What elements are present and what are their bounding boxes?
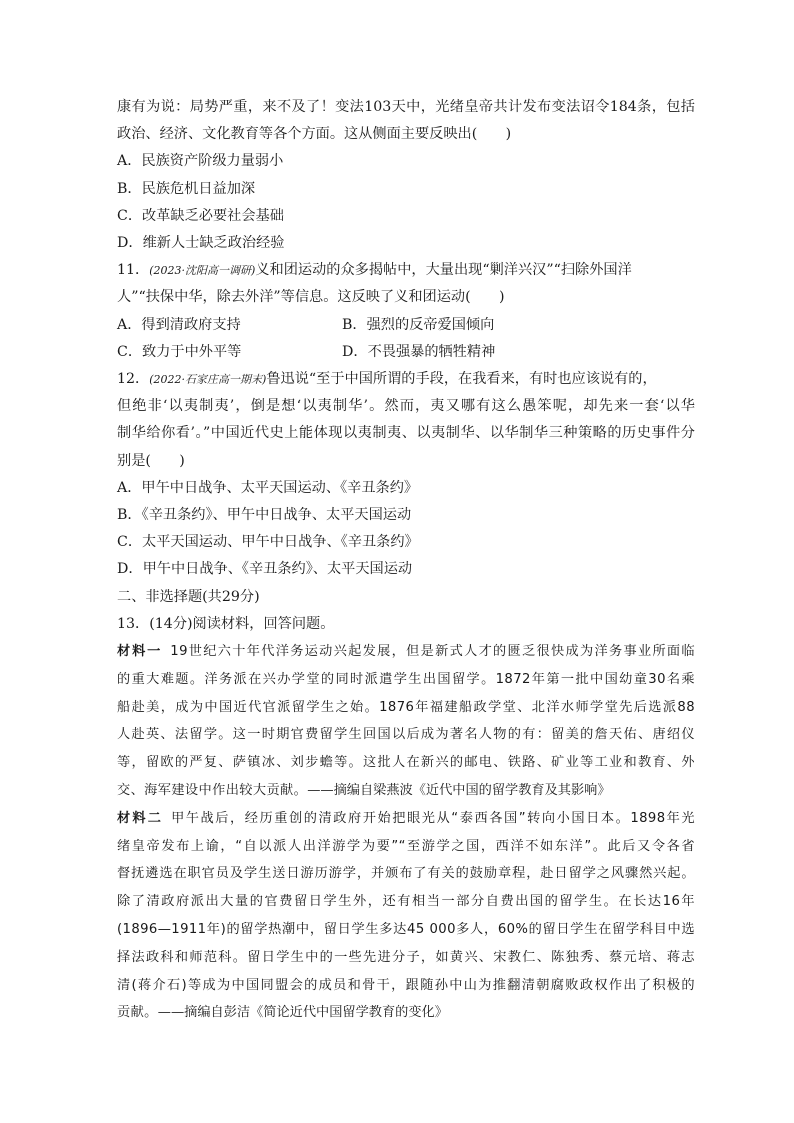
question-12-option-c: C．太平天国运动、甲午中日战争、《辛丑条约》 [117, 534, 419, 551]
material-2-line-8 [117, 999, 695, 1027]
material-1-text-end: 交、海军建设中作出较大贡献。 [117, 783, 308, 799]
question-12-option-b: B．《辛丑条约》、甲午中日战争、太平天国运动 [117, 507, 412, 524]
question-11-option-a: A．得到清政府支持 [117, 316, 241, 333]
question-11-stem-line-2: 人”“扶保中华，除去外洋”等信息。这反映了义和团运动( ) [117, 289, 505, 306]
question-12-stem-text: 鲁迅说“至于中国所谓的手段，在我看来，有时也应该说有的， [266, 371, 657, 388]
material-1-line-4: 人赴英、法留学。这一时期官费留学生回国以后成为著名人物的有：留美的詹天佑、唐绍仪 [117, 727, 695, 743]
material-2-label: 材料二 [117, 810, 164, 826]
material-1-line-3: 船赴美，成为中国近代官派留学生之始。1876年福建船政学堂、北洋水师学堂先后选派88 [117, 699, 695, 715]
question-11-option-row-1 [117, 312, 695, 339]
question-11-option-c: C．致力于中外平等 [117, 343, 242, 360]
question-12-source: (2022·石家庄高一期末) [149, 373, 267, 387]
question-12-option-a: A．甲午中日战争、太平天国运动、《辛丑条约》 [117, 479, 419, 496]
material-1-citation: ——摘编自梁燕波《近代中国的留学教育及其影响》 [307, 783, 611, 799]
question-11-option-b: B．强烈的反帝爱国倾向 [342, 316, 495, 333]
question-11-stem-text: 义和团运动的众多揭帖中，大量出现“剿洋兴汉”“扫除外国洋 [255, 262, 632, 279]
question-11 [117, 257, 695, 366]
material-2-line-3: 督抚遴选在职官员及学生送日游历游学，并颁布了有关的鼓励章程，赴日留学之风骤然兴起。 [117, 866, 695, 882]
question-10-option-d: D．维新人士缺乏政治经验 [117, 235, 285, 252]
material-2-line-6: 择法政科和师范科。留日学生中的一些先进分子，如黄兴、宋教仁、陈独秀、蔡元培、蒋志 [117, 949, 695, 965]
question-11-option-row-2 [117, 339, 695, 366]
question-12-option-d: D．甲午中日战争、《辛丑条约》、太平天国运动 [117, 561, 413, 578]
material-1-line-6 [117, 777, 695, 805]
question-12 [117, 366, 695, 584]
question-12-stem-line-2: 但绝非‘以夷制夷’，倒是想‘以夷制华’。然而，夷又哪有这么愚笨呢，却先来一套‘以华 [117, 398, 695, 415]
material-1-line-1 [117, 638, 695, 666]
material-2-line-1 [117, 805, 695, 833]
question-10-continued [117, 94, 695, 257]
material-2-line-4: 除了清政府派出大量的官费留日学生外，还有相当一部分自费出国的留学生。在长达16年 [117, 894, 695, 910]
material-2-line-2: 绪皇帝发布上谕，“自以派人出洋游学为要”“至游学之国，西洋不如东洋”。此后又令各省 [117, 838, 695, 854]
material-2-line-7: 清(蒋介石)等成为中国同盟会的成员和骨干，跟随孙中山为推翻清朝腐败政权作出了积极的 [117, 977, 695, 993]
material-2-text: 甲午战后，经历重创的清政府开始把眼光从“泰西各国”转向小国日本。1898年光 [171, 810, 695, 826]
question-12-stem-line-4: 别是( ) [117, 452, 185, 469]
material-2-line-5: (1896—1911年)的留学热潮中，留日学生多达45 000多人，60%的留日学生在留学科目中选 [117, 922, 695, 938]
question-12-stem-line-1 [117, 366, 695, 393]
page-content [117, 94, 695, 1027]
question-11-number: 11． [117, 262, 150, 279]
question-10-option-b: B．民族危机日益加深 [117, 180, 256, 197]
question-12-number: 12． [117, 371, 150, 388]
material-2-text-end: 贡献。 [117, 1005, 158, 1021]
material-1-label: 材料一 [117, 644, 163, 660]
question-11-stem-line-1 [117, 257, 695, 284]
question-12-stem-line-3: 制华给你看’。”中国近代史上能体现以夷制夷、以夷制华、以华制华三种策略的历史事件分 [117, 425, 695, 442]
material-1 [117, 638, 695, 805]
material-2-citation: ——摘编自彭洁《简论近代中国留学教育的变化》 [157, 1005, 448, 1021]
question-10-option-a: A．民族资产阶级力量弱小 [117, 153, 284, 170]
question-13 [117, 611, 695, 1027]
question-13-stem: 13．(14分)阅读材料，回答问题。 [117, 615, 335, 632]
material-1-text: 19世纪六十年代洋务运动兴起发展，但是新式人才的匮乏很快成为洋务事业所面临 [170, 644, 696, 660]
section-heading: 二、非选择题(共29分) [117, 588, 260, 605]
question-10-option-c: C．改革缺乏必要社会基础 [117, 207, 284, 224]
material-2 [117, 805, 695, 1027]
question-11-option-d: D．不畏强暴的牺牲精神 [342, 343, 496, 360]
material-1-line-5: 等，留欧的严复、萨镇冰、刘步蟾等。这批人在新兴的邮电、铁路、矿业等工业和教育、外 [117, 755, 695, 771]
material-1-line-2: 的重大难题。洋务派在兴办学堂的同时派遣学生出国留学。1872年第一批中国幼童30名乘 [117, 671, 695, 687]
question-10-stem-line-2: 政治、经济、文化教育等各个方面。这从侧面主要反映出( ) [117, 126, 512, 143]
question-11-source: (2023·沈阳高一调研) [149, 264, 256, 278]
question-10-stem-line-1: 康有为说：局势严重，来不及了！变法103天中，光绪皇帝共计发布变法诏令184条，包括 [117, 99, 695, 115]
